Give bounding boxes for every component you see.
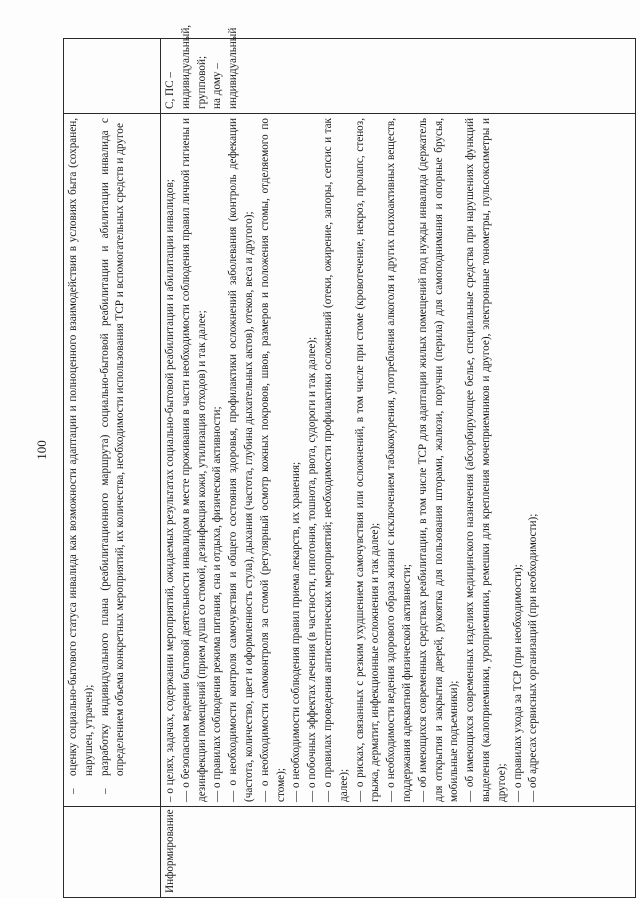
row2-col2 [161,114,636,807]
table-row [64,39,161,898]
info-line: — о рисках, связанных с резким ухудшением самочувствия или осложнений, в том числе при стоме (кровотечение, некроз, пролапс, стеноз, грыжа, дерматит, инфекционные осложнения и так далее); [353,118,382,802]
form-line: групповой; [195,55,208,109]
info-line: — о необходимости соблюдения правил приема лекарств, их хранения; [290,461,303,802]
rotated-page [63,24,636,898]
info-line: — о правилах ухода за ТСР (при необходимости); [511,564,524,802]
row1-col1 [64,807,161,898]
form-line: на дому – [211,63,224,109]
info-line: — о безопасном ведении бытовой деятельности инвалидом в месте проживания в части необходимости соблюдения правил личной гигиены и дезинфекции помещений (прием душа со стомой, дезинфекция кожи, утилизация отходов) и так далее; [179,118,208,802]
form-line: индивидуальный, [179,24,192,109]
info-line: — о правилах проведения антисептических мероприятий; необходимости профилактики осложнений (отеки, ожирение, запоры, сепсис и так далее); [321,118,350,802]
form-line: С, ПС – [164,72,176,109]
list-item: – оценку социально-бытового статуса инвалида как возможности адаптации и полноценного взаимодействия в условиях быта (сохранен, нарушен, утрачен); [67,118,95,794]
table-row [161,39,636,898]
info-line: — о правилах соблюдения режима питания, сна и отдыха, физической активности; [211,406,224,802]
info-line: — об имеющихся современных средствах реабилитации, в том числе ТСР для адаптации жилых помещений под нужды инвалида (держатель для открытия и закрытия дверей, рукоятка для пользования шторами, жалюзи, поручни (перила) для самоподнимания и опорные брусья, мобильные подъемники); [416,118,461,802]
list-item: – разработку индивидуального плана (реабилитационного маршрута) социально-бытовой реабилитации и абилитации инвалида с определением объема конкретных мероприятий, их количества, необходимости использования ТСР и вспомогательных средств и другое [98,118,127,794]
info-line: — о необходимости самоконтроля за стомой (регулярный осмотр кожных покровов, швов, размеров и положения стомы, отделяемого по стоме); [258,118,287,802]
row2-col3-form [161,24,636,114]
row1-list [66,118,129,802]
page-number: 100 [34,439,49,460]
rehabilitation-table [63,24,636,898]
info-line: — о необходимости контроля самочувствия и общего состояния здоровья, профилактики осложнений заболевания (контроль дефекации (частота, количество, цвет и оформленность стула), дыхания (частота, глубина дыхательных актов), отеков, веса и другого); [227,118,255,802]
row1-col3 [64,39,161,114]
row2-col1-section-title: Информирование [161,807,636,898]
info-line: — о необходимости ведения здорового образа жизни с исключением табакокурения, употребления алкоголя и других психоактивных веществ, поддержания адекватной физической активности; [385,118,413,802]
info-line: — об имеющихся современных изделиях медицинского назначения (абсорбирующее белье, специальные средства при нарушениях функций выделения (калоприемники, уроприемники, ремешки для крепления мочеприемников и другое), электронные тонометры, пульсоксиметры и другое); [464,118,508,802]
info-line: — об адресах сервисных организаций (при необходимости); [527,513,540,802]
form-line: индивидуальный [227,27,240,109]
info-line: — о побочных эффектах лечения (в частности, гипотония, тошнота, рвота, судороги и так далее); [306,336,319,802]
info-line: – о целях, задачах, содержании мероприятий, ожидаемых результатах социально-бытовой реабилитации и абилитации инвалидов; [164,179,176,802]
page-number-container [22,0,62,899]
row1-col2 [64,114,161,807]
